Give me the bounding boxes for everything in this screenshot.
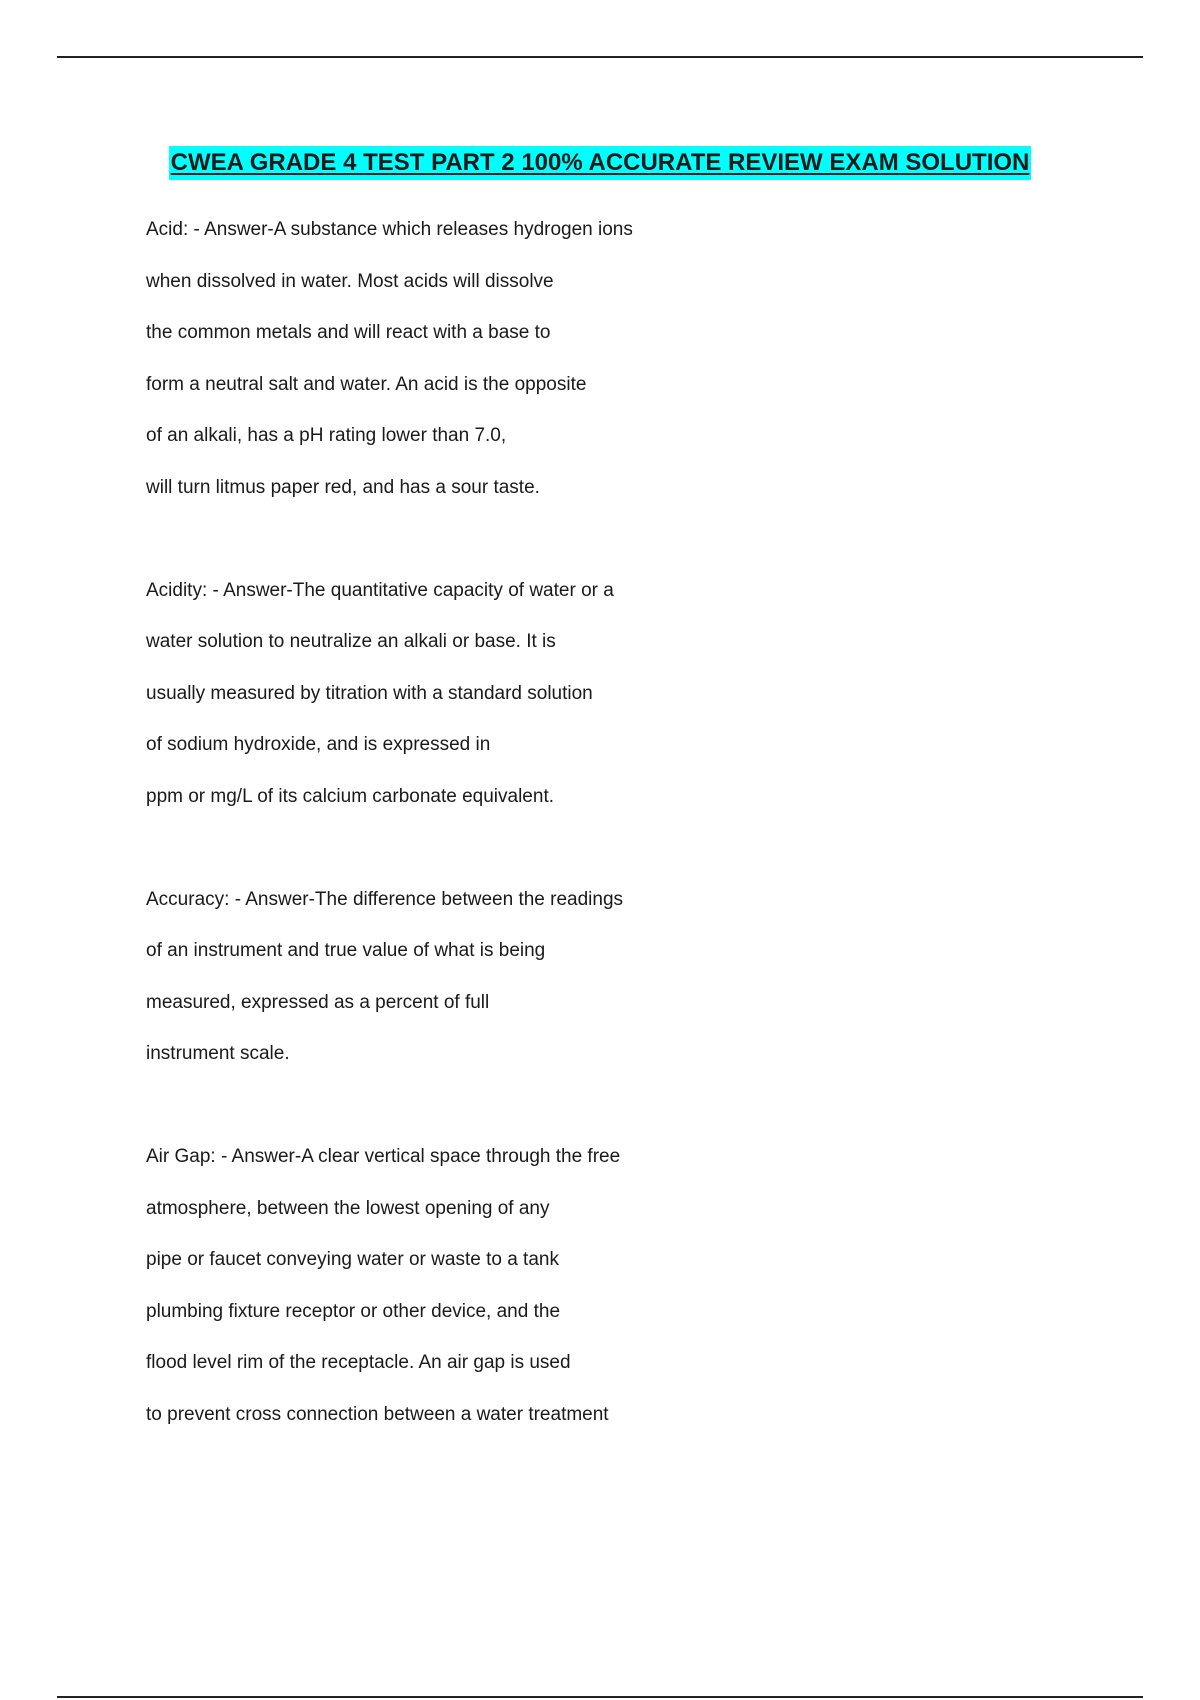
entry-line: of an instrument and true value of what is being bbox=[146, 940, 546, 961]
entry-acidity bbox=[146, 565, 906, 823]
entry-spacer bbox=[146, 1080, 906, 1132]
top-rule bbox=[57, 56, 1143, 58]
title-container bbox=[0, 146, 1200, 180]
entry-line: Air Gap: - Answer-A clear vertical space through the free bbox=[146, 1146, 621, 1167]
entry-line: instrument scale. bbox=[146, 1043, 290, 1064]
entry-accuracy bbox=[146, 874, 906, 1080]
document-body bbox=[146, 204, 906, 1440]
entry-line: plumbing fixture receptor or other device, and the bbox=[146, 1300, 561, 1322]
bottom-rule bbox=[57, 1696, 1143, 1698]
entry-spacer bbox=[146, 822, 906, 874]
entry-line: measured, expressed as a percent of full bbox=[146, 991, 490, 1013]
entry-line: water solution to neutralize an alkali or base. It is bbox=[146, 631, 556, 652]
entry-line: the common metals and will react with a base to bbox=[146, 322, 551, 343]
entry-line: ppm or mg/L of its calcium carbonate equivalent. bbox=[146, 785, 554, 807]
entry-line: atmosphere, between the lowest opening of any bbox=[146, 1197, 550, 1219]
entry-line: when dissolved in water. Most acids will dissolve bbox=[146, 270, 554, 292]
entry-line: form a neutral salt and water. An acid is the opposite bbox=[146, 373, 587, 395]
entry-line: to prevent cross connection between a water treatment bbox=[146, 1403, 609, 1425]
entry-line: will turn litmus paper red, and has a sour taste. bbox=[146, 476, 540, 498]
entry-air-gap bbox=[146, 1131, 906, 1440]
entry-acid bbox=[146, 204, 906, 513]
entry-spacer bbox=[146, 513, 906, 565]
entry-line: pipe or faucet conveying water or waste to a tank bbox=[146, 1249, 559, 1270]
entry-line: flood level rim of the receptacle. An air gap is used bbox=[146, 1352, 571, 1373]
entry-line: usually measured by titration with a standard solution bbox=[146, 682, 593, 704]
entry-line: Acid: - Answer-A substance which releases hydrogen ions bbox=[146, 219, 633, 240]
entry-line: Accuracy: - Answer-The difference between the readings bbox=[146, 888, 624, 910]
entry-line: of an alkali, has a pH rating lower than 7.0, bbox=[146, 425, 507, 446]
entry-line: Acidity: - Answer-The quantitative capacity of water or a bbox=[146, 579, 614, 601]
entry-line: of sodium hydroxide, and is expressed in bbox=[146, 734, 491, 755]
document-title: CWEA GRADE 4 TEST PART 2 100% ACCURATE REVIEW EXAM SOLUTION bbox=[169, 146, 1032, 180]
